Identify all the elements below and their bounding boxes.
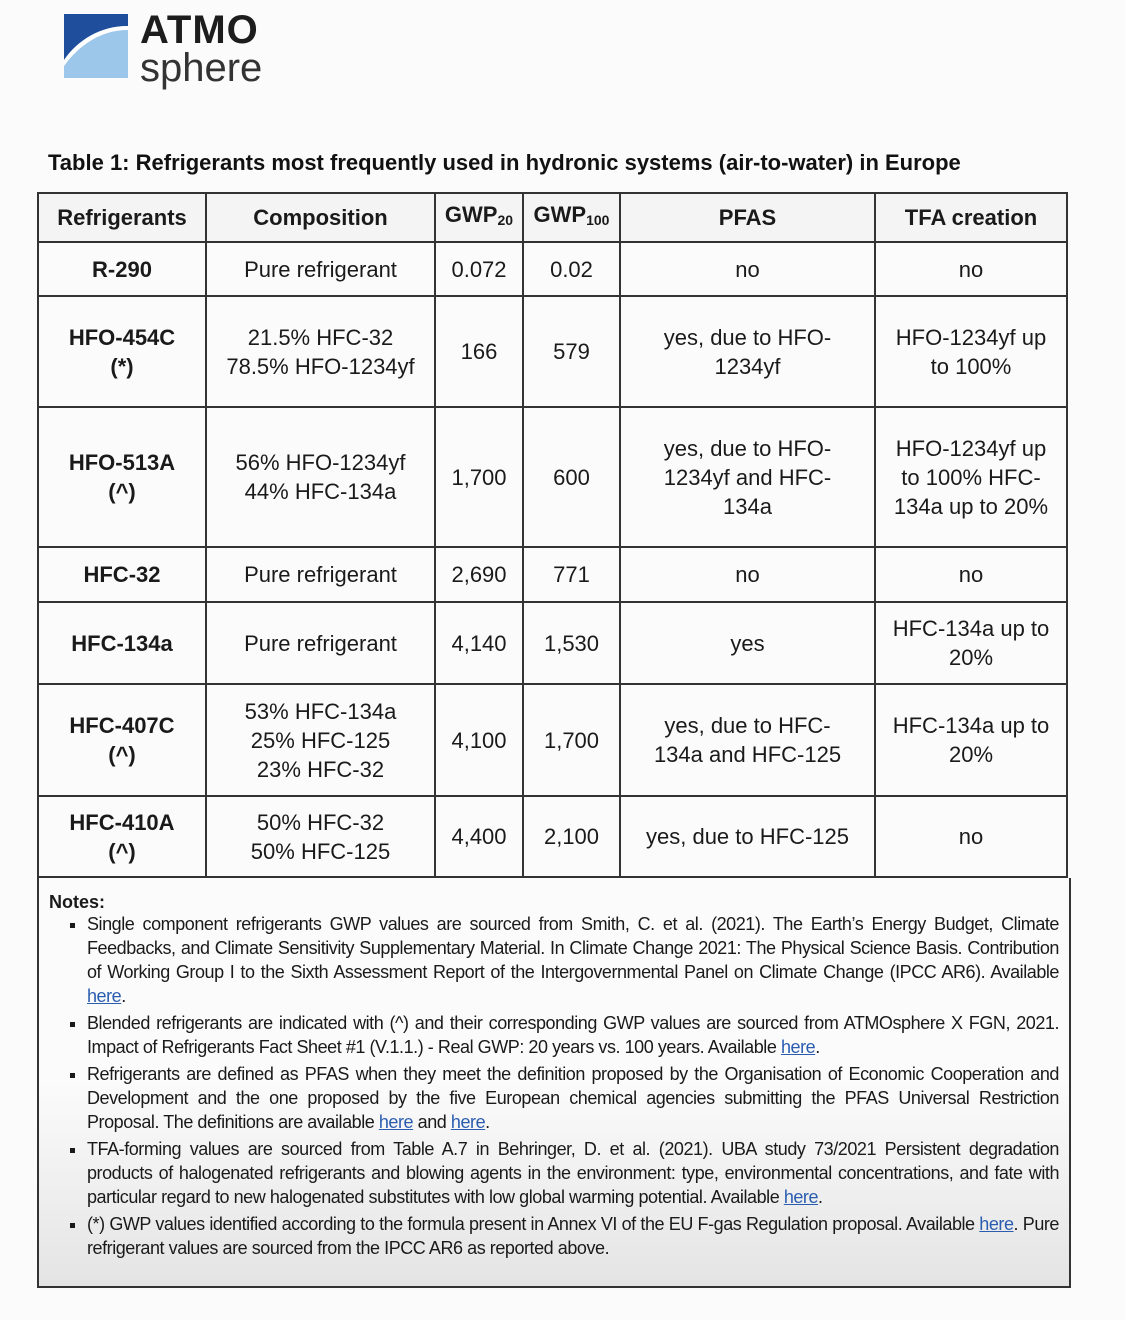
logo-mark-icon xyxy=(64,14,128,78)
composition-cell: 21.5% HFC-32 78.5% HFO-1234yf xyxy=(206,296,435,407)
composition-cell: Pure refrigerant xyxy=(206,547,435,602)
note-item: ▪ Single component refrigerants GWP values are sourced from Smith, C. et al. (2021). The Earth’s Energy Budget, Climate Feedbacks, and Climate Sensitivity Supplementary Material. In Climate Change 2021: The Physical Science Basis. Contribution of Working Group I to the Sixth Assessment Report of the Intergovernmental Panel on Climate Change (IPCC AR6). Available here. xyxy=(87,912,1059,1008)
here-link[interactable]: here xyxy=(780,1037,816,1057)
note-item: ▪ (*) GWP values identified according to the formula present in Annex VI of the EU F-gas Regulation proposal. Available here. Pure refrigerant values are sourced from the IPCC AR6 as reported above. xyxy=(87,1212,1059,1260)
note-item: ▪ Refrigerants are defined as PFAS when they meet the definition proposed by the Organisation of Economic Cooperation and Development and the one proposed by the five European chemical agencies submitting the PFAS Universal Restriction Proposal. The definitions are available here and here. xyxy=(87,1062,1059,1134)
gwp20-cell: 4,100 xyxy=(435,684,523,796)
gwp20-cell: 4,400 xyxy=(435,796,523,877)
tfa-cell: HFO-1234yf up to 100% xyxy=(875,296,1067,407)
gwp20-cell: 0.072 xyxy=(435,242,523,296)
gwp20-cell: 1,700 xyxy=(435,407,523,547)
header-gwp100: $GWP_{100}$ xyxy=(523,193,620,242)
gwp20-cell: 166 xyxy=(435,296,523,407)
atmosphere-logo xyxy=(62,8,302,92)
logo-text-atmo: ATMO xyxy=(140,8,259,52)
header-gwp20: $GWP_{20}$ xyxy=(435,193,523,242)
refrigerant-name-cell: HFO-454C (*) xyxy=(38,296,206,407)
gwp100-cell: 771 xyxy=(523,547,620,602)
header-pfas: PFAS xyxy=(620,193,875,242)
here-link[interactable]: here xyxy=(979,1214,1014,1234)
table-row xyxy=(38,684,1067,796)
tfa-cell: HFO-1234yf up to 100% HFC-134a up to 20% xyxy=(875,407,1067,547)
refrigerant-name-cell: HFC-32 xyxy=(38,547,206,602)
tfa-cell: HFC-134a up to 20% xyxy=(875,602,1067,684)
logo-text-sphere: sphere xyxy=(140,46,263,90)
pfas-cell: yes, due to HFO-1234yf and HFC-134a xyxy=(620,407,875,547)
refrigerant-name-cell: HFC-407C (^) xyxy=(38,684,206,796)
table-row xyxy=(38,296,1067,407)
pfas-cell: no xyxy=(620,547,875,602)
tfa-cell: no xyxy=(875,796,1067,877)
header-composition: Composition xyxy=(206,193,435,242)
composition-cell: Pure refrigerant xyxy=(206,602,435,684)
pfas-cell: yes xyxy=(620,602,875,684)
composition-cell: 53% HFC-134a 25% HFC-125 23% HFC-32 xyxy=(206,684,435,796)
header-tfa: TFA creation xyxy=(875,193,1067,242)
here-link[interactable]: here xyxy=(378,1112,414,1132)
refrigerants-table xyxy=(37,192,1068,878)
header-refrigerants: Refrigerants xyxy=(38,193,206,242)
pfas-cell: yes, due to HFC-125 xyxy=(620,796,875,877)
note-item: ▪ Blended refrigerants are indicated with (^) and their corresponding GWP values are sourced from ATMOsphere X FGN, 2021. Impact of Refrigerants Fact Sheet #1 (V.1.1.) - Real GWP: 20 years vs. 100 years. Available here. xyxy=(87,1011,1059,1059)
table-row xyxy=(38,407,1067,547)
tfa-cell: HFC-134a up to 20% xyxy=(875,684,1067,796)
table-row xyxy=(38,547,1067,602)
pfas-cell: yes, due to HFO-1234yf xyxy=(620,296,875,407)
composition-cell: 56% HFO-1234yf 44% HFC-134a xyxy=(206,407,435,547)
here-link[interactable]: here xyxy=(783,1187,819,1207)
notes-box xyxy=(37,878,1071,1288)
gwp20-cell: 4,140 xyxy=(435,602,523,684)
refrigerant-name-cell: HFC-134a xyxy=(38,602,206,684)
table-header-row xyxy=(38,193,1067,242)
table-row xyxy=(38,242,1067,296)
refrigerant-name-cell: R-290 xyxy=(38,242,206,296)
notes-heading: Notes: xyxy=(49,892,106,912)
pfas-cell: no xyxy=(620,242,875,296)
table-title: Table 1: Refrigerants most frequently used in hydronic systems (air-to-water) in Europe xyxy=(48,150,961,175)
refrigerant-name-cell: HFO-513A (^) xyxy=(38,407,206,547)
composition-cell: 50% HFC-32 50% HFC-125 xyxy=(206,796,435,877)
tfa-cell: no xyxy=(875,547,1067,602)
gwp20-cell: 2,690 xyxy=(435,547,523,602)
gwp100-cell: 0.02 xyxy=(523,242,620,296)
note-item: ▪ TFA-forming values are sourced from Table A.7 in Behringer, D. et al. (2021). UBA study 73/2021 Persistent degradation products of halogenated refrigerants and blowing agents in the environment: type, environmental concentrations, and fate with particular regard to new halogenated substitutes with low global warming potential. Available here. xyxy=(87,1137,1059,1209)
composition-cell: Pure refrigerant xyxy=(206,242,435,296)
gwp100-cell: 579 xyxy=(523,296,620,407)
here-link[interactable]: here xyxy=(450,1112,486,1132)
tfa-cell: no xyxy=(875,242,1067,296)
gwp100-cell: 600 xyxy=(523,407,620,547)
gwp100-cell: 2,100 xyxy=(523,796,620,877)
refrigerant-name-cell: HFC-410A (^) xyxy=(38,796,206,877)
here-link[interactable]: here xyxy=(87,986,122,1006)
gwp100-cell: 1,700 xyxy=(523,684,620,796)
pfas-cell: yes, due to HFC-134a and HFC-125 xyxy=(620,684,875,796)
gwp100-cell: 1,530 xyxy=(523,602,620,684)
table-row xyxy=(38,796,1067,877)
notes-list xyxy=(49,912,1059,1260)
table-row xyxy=(38,602,1067,684)
